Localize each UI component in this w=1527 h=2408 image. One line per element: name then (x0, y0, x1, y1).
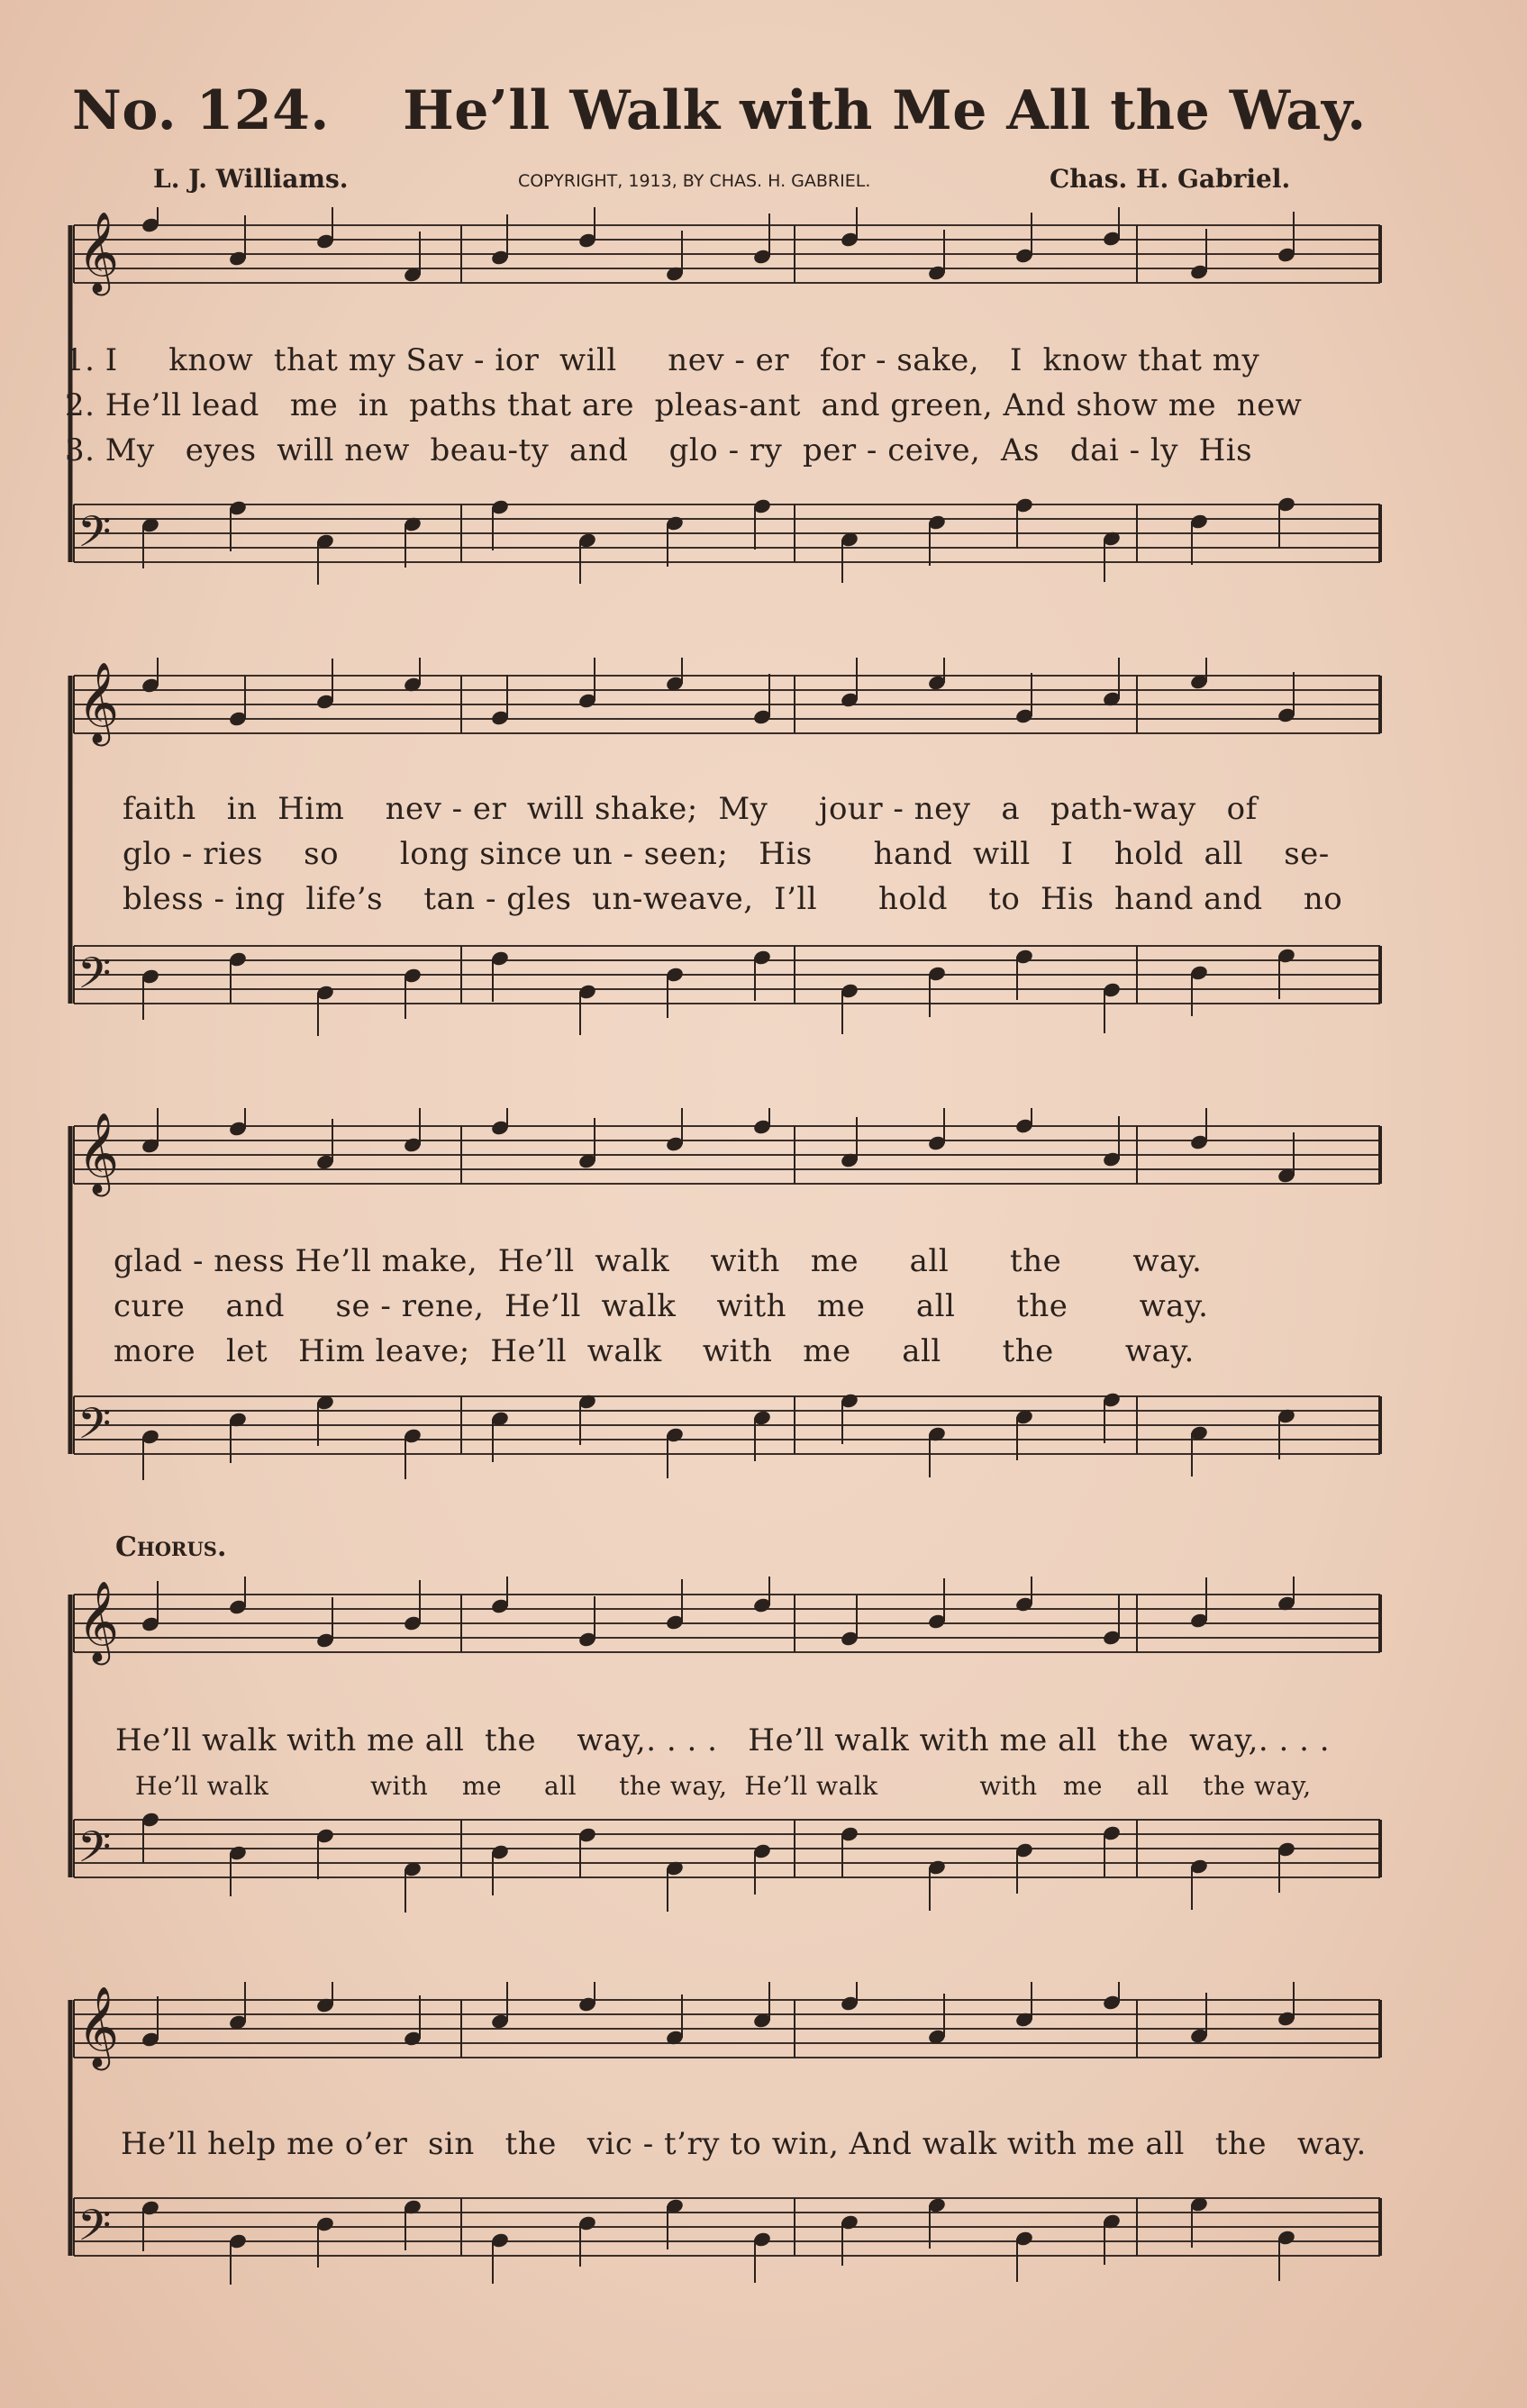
verse-1-line-1: 1. I know that my Sav - ior will nev - er for - sake, I know that my (65, 342, 1260, 378)
music-system-1 (65, 207, 1389, 604)
verse-1-line-2: faith in Him nev - er will shake; My jour - ney a path-way of (123, 791, 1258, 827)
bass-clef-icon: 𝄢 (77, 1398, 112, 1459)
hymn-title: He’ll Walk with Me All the Way. (403, 79, 1367, 142)
bass-clef-icon: 𝄢 (77, 506, 112, 568)
music-system-5 (65, 1982, 1389, 2369)
chorus-line-1: He’ll walk with me all the way,. . . . He’ll walk with me all the way,. . . . (115, 1722, 1331, 1758)
verse-3-line-1: 3. My eyes will new beau-ty and glo - ry per - ceive, As dai - ly His (65, 432, 1253, 468)
music-system-3 (65, 1108, 1389, 1504)
verse-2-line-3: cure and se - rene, He’ll walk with me all the way. (114, 1288, 1209, 1324)
hymn-title-row (72, 79, 1367, 142)
chorus-line-2: He’ll help me o’er sin the vic - t’ry to win, And walk with me all the way. (121, 2126, 1367, 2162)
bass-clef-icon: 𝄢 (77, 1822, 112, 1883)
lyricist-credit: L. J. Williams. (153, 164, 349, 194)
composer-credit: Chas. H. Gabriel. (1050, 164, 1291, 194)
bass-clef-icon: 𝄢 (77, 2200, 112, 2261)
verse-3-line-2: bless - ing life’s tan - gles un-weave, I’ll hold to His hand and no (123, 881, 1343, 917)
treble-clef-icon: 𝄞 (77, 212, 120, 293)
hymn-number: No. 124. (72, 79, 330, 142)
verse-1-line-3: glad - ness He’ll make, He’ll walk with me all the way. (114, 1243, 1203, 1279)
music-system-4 (65, 1577, 1389, 1955)
bass-clef-icon: 𝄢 (77, 948, 112, 1009)
staff-group-5 (65, 1982, 1389, 2369)
verse-3-line-3: more let Him leave; He’ll walk with me all the way. (114, 1333, 1195, 1369)
verse-2-line-1: 2. He’ll lead me in paths that are pleas-ant and green, And show me new (65, 387, 1303, 423)
chorus-label: Chorus. (115, 1531, 227, 1563)
treble-clef-icon: 𝄞 (77, 1113, 120, 1194)
music-system-2 (65, 658, 1389, 1054)
treble-clef-icon: 𝄞 (77, 1581, 120, 1662)
chorus-line-1-bass-words: He’ll walk with me all the way, He’ll walk with me all the way, (135, 1771, 1312, 1801)
staff-group-4 (65, 1577, 1389, 1955)
copyright-notice: COPYRIGHT, 1913, BY CHAS. H. GABRIEL. (518, 171, 871, 191)
treble-clef-icon: 𝄞 (77, 1986, 120, 2067)
treble-clef-icon: 𝄞 (77, 662, 120, 743)
verse-2-line-2: glo - ries so long since un - seen; His hand will I hold all se- (123, 836, 1330, 872)
